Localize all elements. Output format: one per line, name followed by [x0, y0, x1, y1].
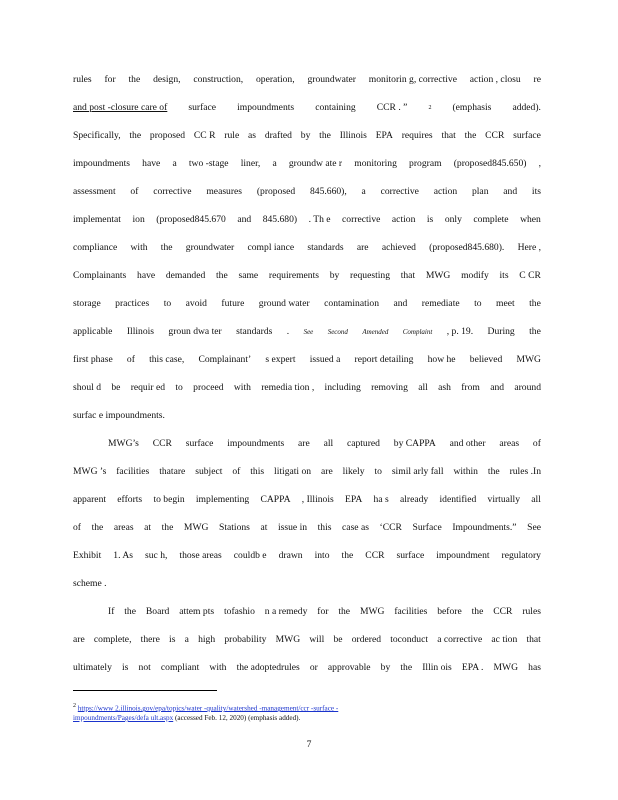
word: the	[400, 662, 413, 673]
text-line	[73, 186, 541, 198]
word: surface	[396, 550, 425, 561]
word: assessment	[73, 186, 116, 197]
word: implementing	[195, 494, 250, 505]
word: Specifically,	[73, 130, 121, 141]
word: monitorin g, corrective	[368, 74, 457, 85]
word: the	[487, 466, 500, 477]
word: a	[361, 186, 366, 197]
word: (emphasis	[452, 102, 492, 113]
word: is	[122, 662, 129, 673]
word: shoul d	[73, 382, 101, 393]
word: by	[329, 270, 340, 281]
word: MWG’s	[108, 438, 139, 449]
word: the	[216, 270, 228, 281]
word: MWG	[183, 522, 209, 533]
word: achieved	[381, 242, 416, 253]
word: with	[209, 662, 227, 673]
word: If	[108, 606, 115, 617]
word: monitoring	[354, 158, 397, 169]
word: surface	[185, 438, 214, 449]
word: probability	[224, 634, 267, 645]
text-line	[73, 578, 541, 590]
word: already	[399, 494, 429, 505]
footnote-line-1	[73, 701, 338, 713]
word: containing	[315, 102, 356, 113]
word: EPA .	[461, 662, 484, 673]
word: to	[374, 466, 382, 477]
word: there	[140, 634, 160, 645]
word: all	[323, 438, 334, 449]
word: this case,	[149, 354, 185, 365]
word: and	[393, 298, 408, 309]
word: the	[161, 522, 174, 533]
text-line	[73, 270, 541, 282]
text-line	[73, 102, 541, 114]
word: issue in	[277, 522, 308, 533]
word: that	[441, 130, 456, 141]
word: program	[409, 158, 442, 169]
word: captured	[346, 438, 380, 449]
word: with	[130, 242, 148, 253]
word: to	[163, 298, 172, 309]
word: re	[533, 74, 541, 85]
footnote-url-part2[interactable]: impoundments/Pages/defa ult.aspx	[73, 714, 174, 722]
word: Surface	[412, 522, 442, 533]
word: and	[237, 214, 252, 225]
word: Here ,	[517, 242, 541, 253]
word: EPA	[375, 130, 393, 141]
word: C CR	[519, 270, 541, 281]
footnote-separator	[73, 690, 217, 691]
word: ac tion	[491, 634, 518, 645]
word: are	[321, 466, 333, 477]
text-line	[108, 606, 541, 618]
text-line	[108, 438, 541, 450]
word: ordered	[351, 634, 381, 645]
word: with	[233, 382, 251, 393]
word: drawn	[278, 550, 303, 561]
word: the	[319, 130, 331, 141]
text-line	[73, 522, 541, 534]
word: added).	[512, 102, 541, 113]
word: CCR	[365, 550, 385, 561]
word: MWG	[516, 354, 541, 365]
word: couldb e	[233, 550, 267, 561]
word: ash	[438, 382, 451, 393]
word: Amended	[362, 328, 389, 336]
text-line	[73, 466, 541, 478]
word: practices	[115, 298, 150, 309]
word: drafted	[264, 130, 292, 141]
word: rule	[224, 130, 240, 141]
word: Impoundments.”	[452, 522, 517, 533]
text-line	[73, 494, 541, 506]
word: Board	[145, 606, 170, 617]
word: scheme .	[73, 578, 107, 589]
word: complete	[473, 214, 509, 225]
word: a corrective	[437, 634, 483, 645]
word: have	[142, 158, 161, 169]
word: a	[272, 158, 277, 169]
word: apparent	[73, 494, 107, 505]
footnote-line-2	[73, 713, 300, 723]
word: surface	[513, 130, 541, 141]
word: complete,	[93, 634, 132, 645]
word: 845.680)	[262, 214, 298, 225]
word: attem pts	[179, 606, 215, 617]
word: by	[380, 662, 391, 673]
word: a	[172, 158, 177, 169]
word: including	[324, 382, 361, 393]
word: ha s	[373, 494, 389, 505]
word: applicable	[73, 326, 113, 337]
word: groundw ate r	[288, 158, 343, 169]
word: design,	[153, 74, 181, 85]
word: the	[464, 130, 477, 141]
word: thatare	[159, 466, 186, 477]
word: CCR	[485, 130, 505, 141]
word: believed	[469, 354, 503, 365]
word: ‘CCR	[379, 522, 402, 533]
word: ion	[132, 214, 145, 225]
word: 1. As	[113, 550, 133, 561]
word: this	[317, 522, 332, 533]
word: and	[503, 186, 518, 197]
word: within	[453, 466, 478, 477]
word: See	[303, 328, 314, 336]
word: that	[526, 634, 541, 645]
word: implementat	[73, 214, 121, 225]
word: Stations	[219, 522, 250, 533]
word: and post -closure care of	[73, 102, 168, 113]
word: around	[514, 382, 541, 393]
word: are	[298, 438, 310, 449]
word: or	[309, 662, 318, 673]
word: , Illinois	[301, 494, 334, 505]
word: facilities	[394, 606, 428, 617]
word: all	[418, 382, 428, 393]
word: Illinois	[339, 130, 367, 141]
word: MWG ’s	[73, 466, 107, 477]
text-line	[73, 74, 541, 86]
word: and other	[449, 438, 486, 449]
word: the	[124, 606, 136, 617]
word: surface	[188, 102, 217, 113]
word: high	[198, 634, 216, 645]
word: Illinois	[126, 326, 155, 337]
word: groundwater	[307, 74, 356, 85]
word: requesting	[350, 270, 390, 281]
word: action , closu	[469, 74, 521, 85]
footnote-suffix: (accessed Feb. 12, 2020) (emphasis added).	[173, 714, 301, 722]
word: corrective	[380, 186, 419, 197]
word: Complainants	[73, 270, 127, 281]
word: (proposed845.650)	[453, 158, 527, 169]
word: impoundment	[436, 550, 490, 561]
word: and	[490, 382, 505, 393]
word: standards	[236, 326, 273, 337]
word: a	[184, 634, 189, 645]
word: plan	[471, 186, 489, 197]
word: before	[437, 606, 462, 617]
page-number: 7	[306, 739, 312, 750]
word: rules	[73, 74, 92, 85]
word: when	[520, 214, 541, 225]
word: action	[433, 186, 458, 197]
word: impoundments	[237, 102, 295, 113]
word: future	[221, 298, 245, 309]
word: During	[487, 326, 515, 337]
word: virtually	[487, 494, 521, 505]
word: rules	[522, 606, 541, 617]
word: Complainant’	[198, 354, 252, 365]
word: EPA	[345, 494, 363, 505]
word: meet	[496, 298, 515, 309]
word: storage	[73, 298, 101, 309]
word: CCR	[152, 438, 172, 449]
word: of	[73, 522, 81, 533]
word: MWG	[275, 634, 301, 645]
word: is	[426, 214, 434, 225]
word: (proposed	[256, 186, 296, 197]
word: Complaint	[402, 328, 433, 336]
word: n a remedy	[264, 606, 308, 617]
text-line	[73, 158, 541, 170]
word: removing	[371, 382, 408, 393]
word: s expert	[265, 354, 296, 365]
word: by	[300, 130, 311, 141]
word: of	[532, 438, 541, 449]
footnote-marker: 2	[73, 703, 76, 709]
text-line	[73, 550, 541, 562]
word: of	[130, 186, 139, 197]
word: demanded	[165, 270, 206, 281]
word: two -stage	[188, 158, 229, 169]
word: the	[341, 550, 354, 561]
word: has	[528, 662, 541, 673]
word: the	[160, 242, 173, 253]
word: See	[527, 522, 541, 533]
word: (proposed845.680).	[429, 242, 505, 253]
word: simil arly fall	[391, 466, 444, 477]
word: construction,	[193, 74, 244, 85]
word: CAPPA	[260, 494, 291, 505]
word: CCR	[493, 606, 513, 617]
word: likely	[342, 466, 365, 477]
word: issued a	[309, 354, 341, 365]
word: its	[499, 270, 509, 281]
word: the	[529, 298, 541, 309]
word: suc h,	[145, 550, 168, 561]
text-line	[73, 354, 541, 366]
word: report detailing	[354, 354, 414, 365]
word: at	[260, 522, 268, 533]
word: areas	[113, 522, 134, 533]
word: be	[333, 634, 343, 645]
word: rules .In	[509, 466, 541, 477]
word: (proposed845.670	[156, 214, 226, 225]
text-line	[73, 382, 541, 394]
word: subject	[195, 466, 223, 477]
word: measures	[206, 186, 243, 197]
text-line	[73, 298, 541, 310]
word: ,	[538, 158, 541, 169]
word: only	[444, 214, 462, 225]
word: operation,	[256, 74, 295, 85]
word: 845.660),	[309, 186, 347, 197]
word: contamination	[324, 298, 380, 309]
word: case as	[342, 522, 369, 533]
word: identified	[439, 494, 477, 505]
word: the adoptedrules	[236, 662, 300, 673]
word: MWG	[493, 662, 519, 673]
word: first phase	[73, 354, 113, 365]
word: corrective	[153, 186, 192, 197]
word: those areas	[179, 550, 222, 561]
word: proposed	[149, 130, 186, 141]
word: groun dwa ter	[168, 326, 222, 337]
word: requires	[401, 130, 433, 141]
word: corrective	[342, 214, 381, 225]
word: MWG	[425, 270, 451, 281]
word: of	[232, 466, 241, 477]
word: surfac e impoundments.	[73, 410, 165, 421]
word: at	[144, 522, 152, 533]
word: are	[73, 634, 85, 645]
word: toconduct	[390, 634, 429, 645]
word: to begin	[153, 494, 185, 505]
word: approvable	[327, 662, 371, 673]
word: efforts	[117, 494, 143, 505]
footnote-url-part1[interactable]: https://www 2.illinois.gov/epa/topics/water -quality/watershed -management/ccr -surface -	[77, 704, 339, 713]
word: the	[128, 74, 141, 85]
text-line	[73, 326, 541, 338]
word: remediate	[421, 298, 460, 309]
word: Second	[327, 328, 348, 336]
word: MWG	[359, 606, 385, 617]
word: all	[531, 494, 541, 505]
word: Illin ois	[422, 662, 452, 673]
word: to	[474, 298, 482, 309]
word: how he	[427, 354, 456, 365]
word: , p. 19.	[446, 326, 474, 337]
word: are	[356, 242, 369, 253]
word: ground water	[258, 298, 310, 309]
word: CCR . ”	[376, 102, 408, 113]
text-line	[73, 634, 541, 646]
word: not	[138, 662, 151, 673]
word: litigati on	[274, 466, 312, 477]
word: be	[111, 382, 121, 393]
word: liner,	[240, 158, 261, 169]
word: requir ed	[130, 382, 166, 393]
word: compliant	[160, 662, 200, 673]
word: standards	[307, 242, 344, 253]
text-line	[73, 410, 541, 422]
word: the	[529, 326, 541, 337]
word: action	[391, 214, 416, 225]
word: Exhibit	[73, 550, 102, 561]
word: facilities	[116, 466, 150, 477]
word: for	[317, 606, 329, 617]
word: . Th e	[308, 214, 331, 225]
word: as	[248, 130, 257, 141]
word: compl iance	[247, 242, 295, 253]
word: modify	[461, 270, 489, 281]
text-line	[73, 242, 541, 254]
word: is	[169, 634, 176, 645]
word: 2	[428, 105, 432, 111]
word: CC R	[193, 130, 216, 141]
word: this	[250, 466, 265, 477]
word: areas	[499, 438, 520, 449]
word: will	[309, 634, 325, 645]
word: have	[137, 270, 156, 281]
word: ultimately	[73, 662, 112, 673]
word: into	[314, 550, 330, 561]
text-line	[73, 130, 541, 142]
word: the	[91, 522, 104, 533]
word: for	[104, 74, 116, 85]
word: its	[531, 186, 541, 197]
word: the	[338, 606, 351, 617]
word: proceed	[193, 382, 224, 393]
word: same	[238, 270, 259, 281]
word: the	[471, 606, 484, 617]
word: to	[175, 382, 183, 393]
word: the	[129, 130, 142, 141]
text-line	[73, 214, 541, 226]
word: .	[286, 326, 290, 337]
text-line	[73, 662, 541, 674]
word: by CAPPA	[393, 438, 436, 449]
word: requirements	[268, 270, 319, 281]
word: tofashio	[223, 606, 255, 617]
word: avoid	[185, 298, 207, 309]
word: remedia tion ,	[261, 382, 315, 393]
word: impoundments	[73, 158, 131, 169]
word: that	[400, 270, 416, 281]
word: groundwater	[185, 242, 235, 253]
word: of	[126, 354, 135, 365]
word: regulatory	[501, 550, 541, 561]
word: impoundments	[227, 438, 285, 449]
word: compliance	[73, 242, 118, 253]
word: from	[461, 382, 480, 393]
